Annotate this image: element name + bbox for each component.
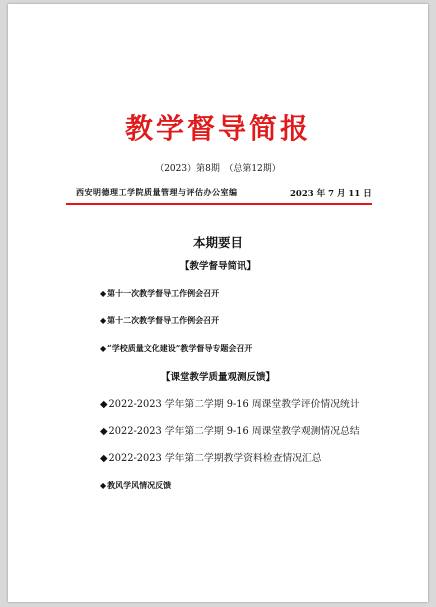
diamond-bullet-icon: ◆	[100, 453, 108, 464]
toc-item	[100, 288, 219, 299]
toc-item-label: “学校质量文化建设”教学督导专题会召开	[107, 343, 253, 353]
toc-item-label: 第十二次教学督导工作例会召开	[107, 315, 220, 325]
toc-heading: 本期要目	[192, 235, 243, 250]
issue-number: （2023）第8期 （总第12期）	[155, 164, 281, 174]
diamond-bullet-icon: ◆	[100, 480, 107, 490]
toc-item-label: 2022-2023 学年第二学期 9-16 周课堂教学观测情况总结	[108, 426, 360, 437]
diamond-bullet-icon: ◆	[100, 343, 107, 353]
publish-date: 2023 年 7 月 11 日	[290, 189, 372, 199]
toc-item	[100, 396, 360, 410]
toc-item	[100, 480, 171, 491]
toc-item-label: 2022-2023 学年第二学期教学资料检查情况汇总	[108, 453, 322, 464]
diamond-bullet-icon: ◆	[100, 426, 108, 437]
publisher-line: 西安明德理工学院质量管理与评估办公室编	[76, 187, 238, 197]
diamond-bullet-icon: ◆	[100, 399, 108, 410]
document-page	[8, 4, 428, 602]
diamond-bullet-icon: ◆	[100, 288, 107, 298]
section-heading-briefs: 【教学督导简讯】	[179, 261, 256, 272]
toc-item-label: 第十一次教学督导工作例会召开	[107, 288, 220, 298]
toc-item-label: 教风学风情况反馈	[107, 480, 172, 490]
diamond-bullet-icon: ◆	[100, 315, 107, 325]
section-heading-classroom-quality: 【课堂教学质量观测反馈】	[160, 372, 275, 383]
bulletin-title: 教学督导简报	[124, 112, 311, 145]
toc-item	[100, 343, 252, 354]
header-divider	[66, 203, 372, 205]
toc-item	[100, 423, 360, 437]
toc-item-label: 2022-2023 学年第二学期 9-16 周课堂教学评价情况统计	[108, 399, 360, 410]
toc-item	[100, 315, 219, 326]
toc-item	[100, 450, 322, 464]
